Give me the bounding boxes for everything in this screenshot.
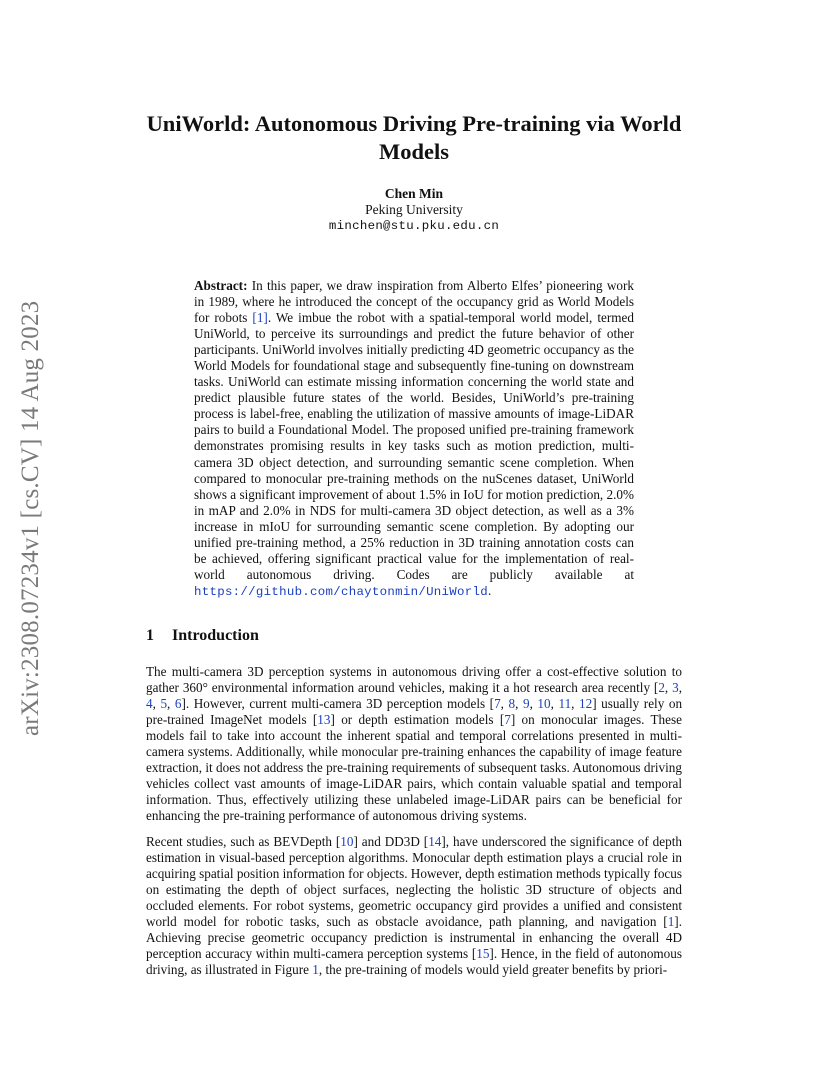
abstract-label: Abstract:	[194, 278, 248, 293]
paragraph-text: ,	[500, 696, 509, 712]
paragraph-text: ] and DD3D [	[353, 834, 429, 849]
abstract-text: . We imbue the robot with a spatial-temporal world model, termed UniWorld, to perceive its surroundings and predict the future behavior of other participants. UniWorld involves initially predicting 4D geometric occupancy as the World Models for foundational stage and subsequently fine-tuning on downstream tasks. UniWorld can estimate missing information concerning the world state and predict plausible future states of the world. Besides, UniWorld’s pre-training process is label-free, enabling the utilization of massive amounts of image-LiDAR pairs to build a Foundational Model. The proposed unified pre-training framework demonstrates promising results in key tasks such as motion prediction, multi-camera 3D object detection, and surrounding semantic scene completion. When compared to monocular pre-training methods on the nuScenes dataset, UniWorld shows a significant improvement of about 1.5% in IoU for motion prediction, 2.0% in mAP and 2.0% in NDS for multi-camera 3D object detection, as well as a 3% increase in mIoU for surrounding semantic scene completion. By adopting our unified pre-training method, a 25% reduction in 3D training annotation costs can be achieved, offering significant practical value for the implementation of real-world autonomous driving. Codes are publicly available at	[194, 310, 634, 582]
paragraph-text: ] usually rely on pre-trained ImageNet models [	[146, 696, 683, 728]
section-number: 1	[146, 627, 154, 644]
citation-link[interactable]: 11	[558, 696, 572, 712]
author-name: Chen Min	[384, 186, 444, 201]
paper-title: UniWorld: Autonomous Driving Pre-training via World Models	[146, 111, 682, 164]
citation-link[interactable]: 14	[428, 834, 442, 849]
citation-link[interactable]: 7	[504, 712, 511, 728]
abstract-text: In this paper, we draw inspiration from Alberto Elfes’ pioneering work in 1989, where he introduced the concept of the occupancy grid as World Models for robots	[194, 278, 634, 326]
citation-link[interactable]: 6	[174, 696, 182, 712]
citation-link[interactable]: [1]	[252, 310, 268, 326]
paragraph-text: ]. Achieving precise geometric occupancy prediction is instrumental in enhancing the overall 4D perception accuracy within multi-camera perception systems [	[146, 914, 682, 962]
citation-link[interactable]: 12	[579, 696, 593, 712]
citation-link[interactable]: 7	[494, 696, 501, 712]
abstract-text: .	[487, 582, 492, 598]
citation-link[interactable]: 10	[340, 834, 354, 849]
paragraph-text: ,	[152, 696, 161, 712]
section-title: Introduction	[172, 627, 259, 644]
arxiv-side-stamp: arXiv:2308.07234v1 [cs.CV] 14 Aug 2023	[17, 300, 44, 736]
paragraph-text: ]. However, current multi-camera 3D perception models [	[181, 696, 495, 712]
citation-link[interactable]: 5	[160, 696, 168, 712]
paragraph-text: The multi-camera 3D perception systems in autonomous driving offer a cost-effective solution to gather 360° environmental information around vehicles, making it a hot research area recently [	[146, 664, 682, 696]
citation-link[interactable]: 1	[667, 914, 675, 930]
paragraph-text: ] on monocular images. These models fail to take into account the inherent spatial and temporal correlations presented in multi-camera systems. Additionally, while monocular pre-training enhances the capability of image feature extraction, it does not address the pre-training requirements of subsequent tasks. Autonomous driving vehicles collect vast amounts of image-LiDAR pairs, which contain valuable spatial and temporal information. Thus, effectively utilizing these unlabeled image-LiDAR pairs can be beneficial for enhancing the pre-training performance of autonomous driving systems.	[146, 712, 682, 824]
paragraph-text: ,	[678, 680, 682, 696]
citation-link[interactable]: 10	[537, 696, 551, 712]
section-heading	[146, 627, 259, 645]
abstract	[194, 278, 634, 600]
citation-link[interactable]: 4	[146, 696, 153, 712]
paragraph-text: ,	[515, 696, 523, 712]
paragraph-text: Recent studies, such as BEVDepth [	[146, 834, 341, 849]
body-paragraph	[146, 834, 682, 978]
paragraph-text: ,	[550, 696, 559, 712]
paragraph-text: ] or depth estimation models [	[330, 712, 505, 728]
paragraph-text: ,	[571, 696, 580, 712]
author-email: minchen@stu.pku.edu.cn	[328, 219, 500, 233]
citation-link[interactable]: 3	[672, 680, 679, 696]
citation-link[interactable]: 2	[658, 680, 665, 696]
author-block	[0, 186, 828, 234]
citation-link[interactable]: 15	[476, 946, 490, 962]
body-paragraph	[146, 664, 682, 824]
author-affiliation: Peking University	[365, 202, 463, 217]
paragraph-text: ,	[664, 680, 673, 696]
citation-link[interactable]: 13	[317, 712, 331, 728]
code-url-link[interactable]: https://github.com/chaytonmin/UniWorld	[194, 584, 488, 599]
citation-link[interactable]: 9	[522, 696, 530, 712]
paragraph-text: ]. Hence, in the field of autonomous driving, as illustrated in Figure	[146, 946, 682, 978]
paragraph-text: , the pre-training of models would yield greater benefits by priori-	[318, 962, 668, 978]
figure-reference-link[interactable]: 1	[312, 962, 319, 978]
paragraph-text: ,	[167, 696, 175, 712]
paragraph-text: ,	[529, 696, 538, 712]
paragraph-text: ], have underscored the significance of depth estimation in visual-based perception algorithms. Monocular depth estimation plays a crucial role in acquiring spatial position information for objects. However, depth estimation methods typically focus on estimating the depth of object surfaces, neglecting the holistic 3D structure of objects and occluded elements. For robot systems, geometric occupancy gird provides a unified and consistent world model for robotic tasks, such as obstacle avoidance, path planning, and navigation [	[146, 834, 683, 930]
citation-link[interactable]: 8	[508, 696, 516, 712]
